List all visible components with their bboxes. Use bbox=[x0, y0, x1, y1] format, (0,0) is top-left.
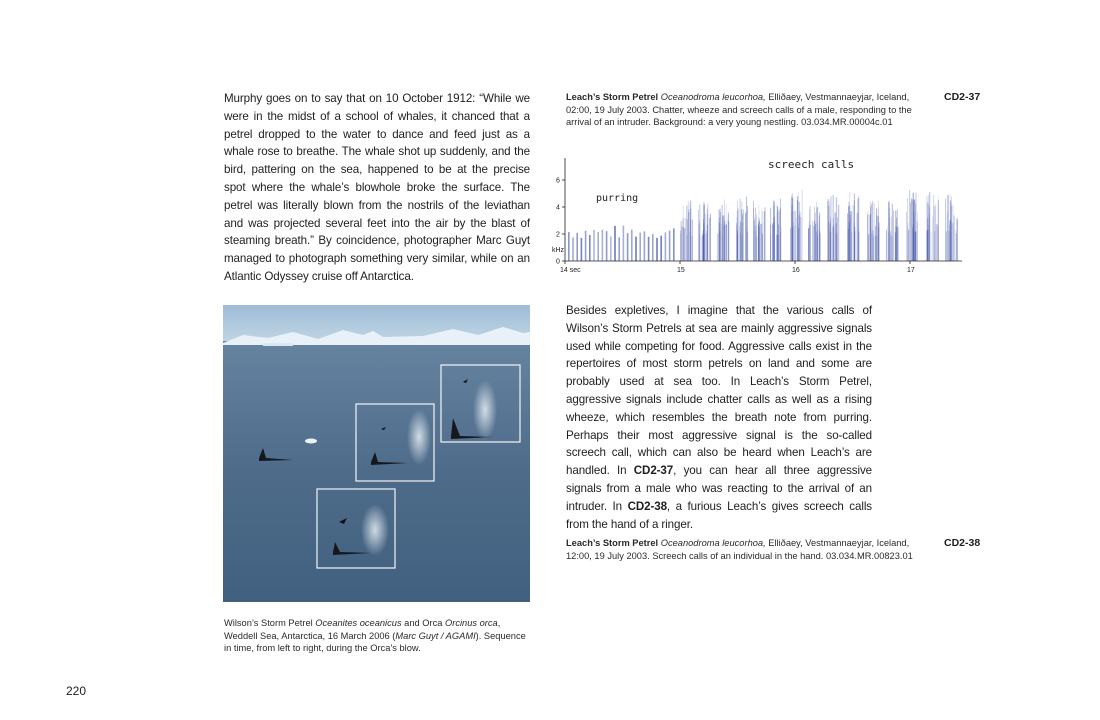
recording-species: Leach’s Storm Petrel bbox=[566, 92, 659, 102]
caption-part: ). Sequence in time, from left to right, during the Orca’s blow. bbox=[224, 630, 526, 654]
y-tick-label: 6 bbox=[556, 177, 560, 185]
recording-latin: Oceanodroma leucorhoa, bbox=[660, 538, 766, 548]
recording-caption-cd2-38 bbox=[566, 537, 916, 562]
photo-caption bbox=[224, 617, 530, 655]
y-axis-unit: kHz bbox=[552, 247, 565, 254]
recording-species: Leach’s Storm Petrel bbox=[566, 538, 659, 548]
caption-latin: Oceanites oceanicus bbox=[315, 618, 402, 628]
purring-label: purring bbox=[596, 193, 639, 204]
caption-part: Wilson’s Storm Petrel bbox=[224, 618, 316, 628]
y-tick-label: 0 bbox=[556, 258, 560, 266]
paragraph-text: , a furious Leach’s gives screech calls from the hand of a ringer. bbox=[566, 499, 872, 531]
x-tick-label: 15 bbox=[677, 267, 685, 274]
page-number: 220 bbox=[66, 684, 87, 698]
cd-reference: CD2-37 bbox=[633, 464, 674, 478]
cd-reference: CD2-38 bbox=[627, 499, 667, 513]
recording-latin: Oceanodroma leucorhoa, bbox=[660, 92, 766, 102]
x-tick-label: 14 sec bbox=[560, 267, 581, 274]
caption-part: , Weddell Sea, Antarctica, 16 March 2006 ( bbox=[224, 618, 501, 641]
screech-calls-label: screech calls bbox=[768, 158, 855, 171]
recording-caption-cd2-37 bbox=[566, 91, 916, 129]
caption-part: and Orca bbox=[401, 618, 446, 628]
y-tick-label: 4 bbox=[556, 204, 560, 212]
cd-track-label: CD2-37 bbox=[944, 91, 981, 103]
aggressive-calls-paragraph bbox=[566, 302, 872, 533]
photo-credit: Marc Guyt / AGAMI bbox=[395, 630, 476, 641]
y-tick-label: 2 bbox=[556, 231, 560, 239]
orca-petrel-photo bbox=[223, 305, 530, 602]
sonogram bbox=[540, 148, 970, 276]
paragraph-text: , you can hear all three aggressive signals from a male who was reacting to the arrival of an intruder. In bbox=[566, 464, 872, 513]
recording-details: Elliðaey, Vestmannaeyjar, Iceland, 02:00, 19 July 2003. Chatter, wheeze and screech calls of a male, responding to the arrival of an intruder. Background: a very young nestling. 03.034.MR.00004c.01 bbox=[566, 92, 912, 128]
recording-details: Elliðaey, Vestmannaeyjar, Iceland, 12:00, 19 July 2003. Screech calls of an individual in the hand. 03.034.MR.00823.01 bbox=[566, 538, 913, 561]
sonogram-plot bbox=[540, 148, 970, 276]
paragraph-text: Besides expletives, I imagine that the various calls of Wilson’s Storm Petrels at sea are mainly aggressive signals used while competing for food. Aggressive calls exist in the repertoires of most storm petrels on land and some are probably used at sea too. In Leach’s Storm Petrel, aggressive signals include chatter calls as well as a rising wheeze, which resembles the breath note from purring. Perhaps their most aggressive signal is the so-called screech call, which can also be heard when Leach’s are handled. In bbox=[566, 304, 872, 478]
photo-image bbox=[223, 305, 530, 602]
cd-track-label: CD2-38 bbox=[944, 537, 981, 549]
intro-paragraph: Murphy goes on to say that on 10 October 1912: “While we were in the midst of a school of whales, it chanced that a petrel dropped to the water to dance and feed just as a whale rose to breathe. The whale shot up suddenly, and the bird, pattering on the sea, happened to be at the precise spot where the whale’s blowhole broke the surface. The petrel was literally blown from the nostrils of the leviathan and was projected several feet into the air by the blast of steaming breath.” By coincidence, photographer Marc Guyt managed to photograph something very similar, while on an Atlantic Odyssey cruise off Antarctica. bbox=[224, 92, 530, 283]
x-tick-label: 17 bbox=[907, 267, 915, 274]
x-tick-label: 16 bbox=[792, 267, 800, 274]
whale-blow bbox=[407, 409, 431, 465]
caption-latin: Orcinus orca bbox=[445, 618, 498, 628]
